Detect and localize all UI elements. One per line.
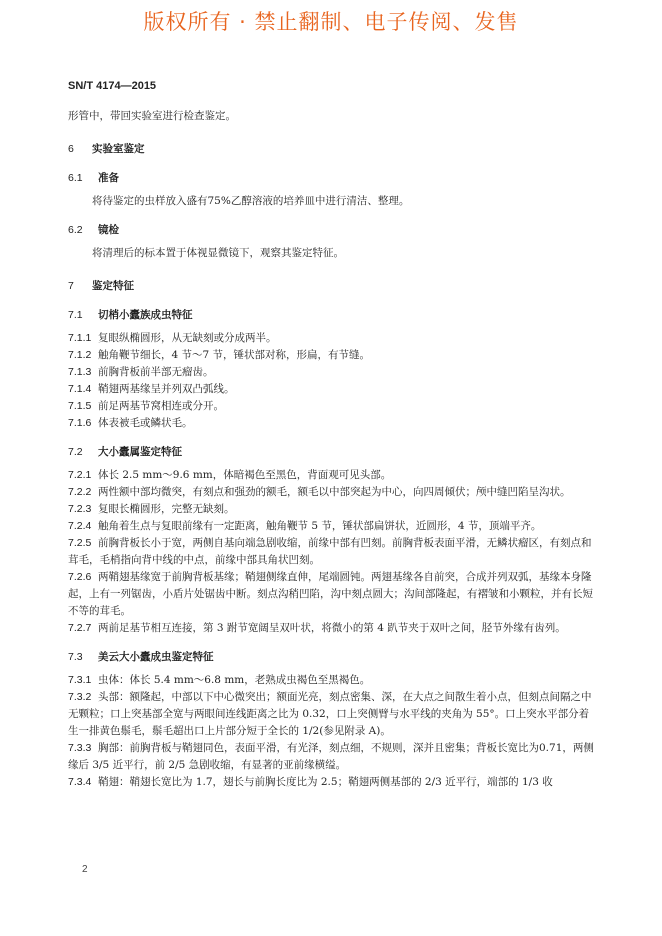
section-title: 大小蠹属鉴定特征 (98, 446, 182, 458)
list-item (68, 347, 596, 364)
section-6-2-text: 将清理后的标本置于体视显微镜下，观察其鉴定特征。 (92, 247, 344, 259)
list-item (68, 415, 596, 432)
section-number: 7 (68, 280, 74, 292)
list-item (68, 774, 596, 791)
section-title: 准备 (98, 172, 119, 184)
item-text: 体长 2.5 mm～9.6 mm，体暗褐色至黑色，背面观可见头部。 (98, 469, 392, 481)
item-text: 复眼纵椭圆形，从无缺刻或分成两半。 (98, 332, 277, 344)
item-text: 前胸背板长小于宽，两侧自基向端急剧收缩，前缘中部有凹刻。前胸背板表面平滑，无鳞状瘤区，有刻点和茸毛，毛梢指向背中线的中点，前缘中部具角状凹刻。 (68, 537, 592, 566)
section-number: 7.3 (68, 651, 83, 663)
section-7-1-list (68, 330, 596, 432)
item-number: 7.3.3 (68, 742, 92, 754)
list-item (68, 364, 596, 381)
item-text: 复眼长椭圆形，完整无缺刻。 (98, 503, 235, 515)
section-number: 6.1 (68, 172, 83, 184)
copyright-banner: 版权所有 · 禁止翻制、电子传阅、发售 (143, 10, 519, 34)
item-text: 前胸背板前半部无瘤齿。 (98, 366, 214, 378)
list-item (68, 381, 596, 398)
list-item (68, 535, 596, 569)
intro-text: 形管中，带回实验室进行检查鉴定。 (68, 110, 236, 122)
section-title: 切梢小蠹族成虫特征 (98, 309, 193, 321)
section-6-2-heading (68, 222, 596, 239)
list-item (68, 467, 596, 484)
section-title: 镜检 (98, 224, 119, 236)
list-item (68, 620, 596, 637)
list-item (68, 501, 596, 518)
section-6-1-heading (68, 170, 596, 187)
item-number: 7.1.6 (68, 417, 92, 429)
item-number: 7.2.1 (68, 469, 92, 481)
section-7-heading (68, 278, 596, 295)
item-text: 头部：额隆起，中部以下中心微突出；额面光亮，刻点密集、深，在大点之间散生着小点，但刻点间隔之中无颗粒；口上突基部全宽与两眼间连线距离之比为 0.32，口上突侧臂与水平线的夹角为 55°。口上突水平部分着生一排黄色鬃毛，鬃毛超出口上片部分短于全长的 1/2(参见附录 A)。 (68, 691, 592, 737)
item-text: 触角着生点与复眼前缘有一定距离，触角鞭节 5 节，锤状部扁饼状，近圆形，4 节，顶端平齐。 (98, 520, 542, 532)
section-title: 鉴定特征 (92, 280, 134, 292)
item-number: 7.3.4 (68, 776, 92, 788)
section-7-3-heading (68, 649, 596, 666)
item-text: 两鞘翅基缘宽于前胸背板基缘；鞘翅侧缘直伸，尾端圆钝。两翅基缘各自前突，合成并列双弧，基缘本身隆起，上有一列锯齿，小盾片处锯齿中断。刻点沟稍凹陷，沟中刻点圆大；沟间部隆起，有褶皱和小颗粒，并有长短不等的茸毛。 (68, 571, 593, 617)
item-number: 7.3.2 (68, 691, 92, 703)
list-item (68, 484, 596, 501)
list-item (68, 398, 596, 415)
item-number: 7.3.1 (68, 674, 92, 686)
section-7-2-list (68, 467, 596, 637)
section-6-heading (68, 141, 596, 158)
item-number: 7.2.3 (68, 503, 92, 515)
item-number: 7.2.2 (68, 486, 92, 498)
item-number: 7.2.5 (68, 537, 92, 549)
item-text: 两性额中部均微突，有刻点和强劲的额毛，额毛以中部突起为中心，向四周倾伏；颅中缝凹陷呈沟状。 (98, 486, 571, 498)
section-title: 美云大小蠹成虫鉴定特征 (98, 651, 214, 663)
item-text: 两前足基节相互连接，第 3 跗节宽阔呈双叶状，将微小的第 4 趴节夹于双叶之间，胫节外缘有齿列。 (98, 622, 566, 634)
section-number: 7.1 (68, 309, 83, 321)
item-text: 胸部：前胸背板与鞘翅同色，表面平滑，有光泽，刻点细，不规则，深并且密集；背板长宽比为0.71，两侧缘后 3/5 近平行，前 2/5 急剧收缩，有显著的亚前缘横缢。 (68, 742, 594, 771)
item-number: 7.2.6 (68, 571, 92, 583)
item-text: 前足两基节窝相连或分开。 (98, 400, 224, 412)
item-number: 7.2.4 (68, 520, 92, 532)
item-text: 鞘翅：鞘翅长宽比为 1.7，翅长与前胸长度比为 2.5；鞘翅两侧基部的 2/3 近平行，端部的 1/3 收 (98, 776, 553, 788)
list-item (68, 689, 596, 740)
item-text: 触角鞭节细长，4 节～7 节，锤状部对称，形扁，有节缝。 (98, 349, 371, 361)
section-number: 6 (68, 143, 74, 155)
list-item (68, 569, 596, 620)
item-text: 鞘翅两基缘呈并列双凸弧线。 (98, 383, 235, 395)
item-text: 体表被毛或鳞状毛。 (98, 417, 193, 429)
item-number: 7.1.2 (68, 349, 92, 361)
list-item (68, 672, 596, 689)
item-text: 虫体：体长 5.4 mm～6.8 mm，老熟成虫褐色至黑褐色。 (98, 674, 371, 686)
list-item (68, 518, 596, 535)
item-number: 7.2.7 (68, 622, 92, 634)
section-6-1-text: 将待鉴定的虫样放入盛有75%乙醇溶液的培养皿中进行清洁、整理。 (92, 195, 410, 207)
list-item (68, 740, 596, 774)
section-7-1-heading (68, 307, 596, 324)
item-number: 7.1.3 (68, 366, 92, 378)
list-item (68, 330, 596, 347)
document-body (68, 108, 596, 791)
section-7-3-list (68, 672, 596, 791)
item-number: 7.1.5 (68, 400, 92, 412)
item-number: 7.1.1 (68, 332, 92, 344)
section-number: 7.2 (68, 446, 83, 458)
page-number: 2 (82, 864, 88, 875)
section-7-2-heading (68, 444, 596, 461)
standard-code: SN/T 4174—2015 (68, 80, 157, 92)
section-number: 6.2 (68, 224, 83, 236)
item-number: 7.1.4 (68, 383, 92, 395)
section-title: 实验室鉴定 (92, 143, 145, 155)
